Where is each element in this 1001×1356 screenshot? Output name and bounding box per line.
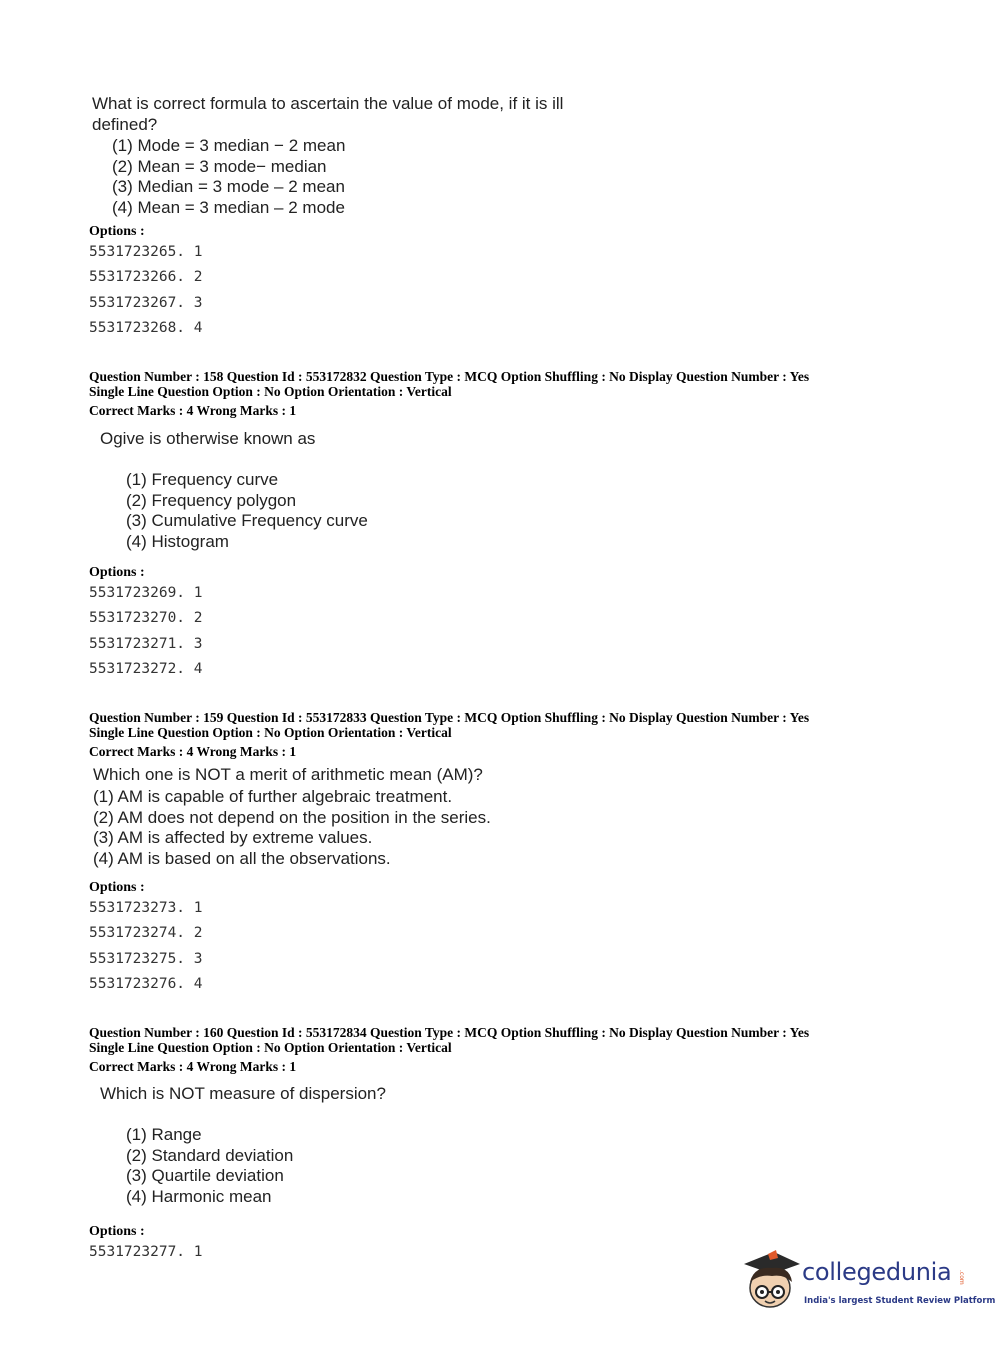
choice-item: (4) Histogram [126, 531, 229, 551]
option-id: 5531723275. 3 [89, 950, 203, 967]
choice-item: (2) AM does not depend on the position in the series. [93, 807, 491, 827]
option-id: 5531723266. 2 [89, 269, 203, 286]
option-id: 5531723273. 1 [89, 900, 203, 916]
question-meta-line2: Single Line Question Option : No Option Orientation : Vertical [89, 1040, 452, 1055]
question-meta-line1: Question Number : 158 Question Id : 553172832 Question Type : MCQ Option Shuffling : No Display Question Number : Yes [89, 369, 810, 384]
question-stem: Which one is NOT a merit of arithmetic mean (AM)? [93, 765, 483, 784]
choice-item: (1) Mode = 3 median − 2 mean [112, 136, 346, 155]
question-choices [126, 1125, 293, 1207]
question-meta-line1: Question Number : 160 Question Id : 553172834 Question Type : MCQ Option Shuffling : No Display Question Number : Yes [89, 1025, 810, 1040]
mascot-icon [740, 1248, 804, 1318]
question-meta-line1: Question Number : 159 Question Id : 553172833 Question Type : MCQ Option Shuffling : No Display Question Number : Yes [89, 710, 810, 725]
question-choices [93, 787, 491, 869]
choice-item: (1) Frequency curve [126, 470, 279, 489]
option-id: 5531723274. 2 [89, 925, 203, 942]
question-choices [126, 470, 368, 552]
choice-item: (1) AM is capable of further algebraic treatment. [93, 787, 453, 806]
option-id: 5531723269. 1 [89, 585, 203, 601]
choice-item: (4) Harmonic mean [126, 1186, 272, 1206]
question-marks: Correct Marks : 4 Wrong Marks : 1 [89, 744, 297, 759]
options-list [89, 240, 203, 341]
options-label: Options : [89, 224, 145, 239]
collegedunia-logo [740, 1248, 996, 1318]
choice-item: (3) AM is affected by extreme values. [93, 828, 373, 847]
question-choices [112, 136, 345, 218]
choice-item: (3) Cumulative Frequency curve [126, 511, 368, 530]
choice-item: (4) AM is based on all the observations. [93, 848, 391, 868]
option-id: 5531723271. 3 [89, 635, 203, 652]
options-label: Options : [89, 880, 145, 895]
question-stem: What is correct formula to ascertain the value of mode, if it is ill defined? [92, 94, 564, 134]
option-id: 5531723276. 4 [89, 975, 203, 992]
options-list [89, 1240, 203, 1265]
options-label: Options : [89, 565, 145, 580]
question-marks: Correct Marks : 4 Wrong Marks : 1 [89, 403, 297, 418]
question-meta-line2: Single Line Question Option : No Option Orientation : Vertical [89, 384, 452, 399]
option-id: 5531723265. 1 [89, 244, 203, 260]
choice-item: (3) Quartile deviation [126, 1166, 284, 1185]
options-list [89, 896, 203, 997]
option-id: 5531723277. 1 [89, 1244, 203, 1260]
choice-item: (2) Frequency polygon [126, 490, 297, 510]
option-id: 5531723272. 4 [89, 660, 203, 677]
choice-item: (3) Median = 3 mode – 2 mean [112, 177, 345, 196]
option-id: 5531723267. 3 [89, 294, 203, 311]
choice-item: (2) Mean = 3 mode− median [112, 156, 327, 176]
question-meta-line2: Single Line Question Option : No Option Orientation : Vertical [89, 725, 452, 740]
question-stem: Which is NOT measure of dispersion? [100, 1084, 386, 1103]
question-stem: Ogive is otherwise known as [100, 429, 316, 448]
options-label: Options : [89, 1224, 145, 1239]
option-id: 5531723268. 4 [89, 319, 203, 336]
choice-item: (2) Standard deviation [126, 1145, 294, 1165]
logo-tagline: India's largest Student Review Platform [804, 1296, 996, 1306]
choice-item: (1) Range [126, 1125, 202, 1144]
option-id: 5531723270. 2 [89, 610, 203, 627]
choice-item: (4) Mean = 3 median – 2 mode [112, 197, 345, 217]
options-list [89, 581, 203, 682]
logo-com: .com [958, 1270, 965, 1285]
logo-wordmark: collegedunia [802, 1258, 952, 1286]
question-marks: Correct Marks : 4 Wrong Marks : 1 [89, 1059, 297, 1074]
